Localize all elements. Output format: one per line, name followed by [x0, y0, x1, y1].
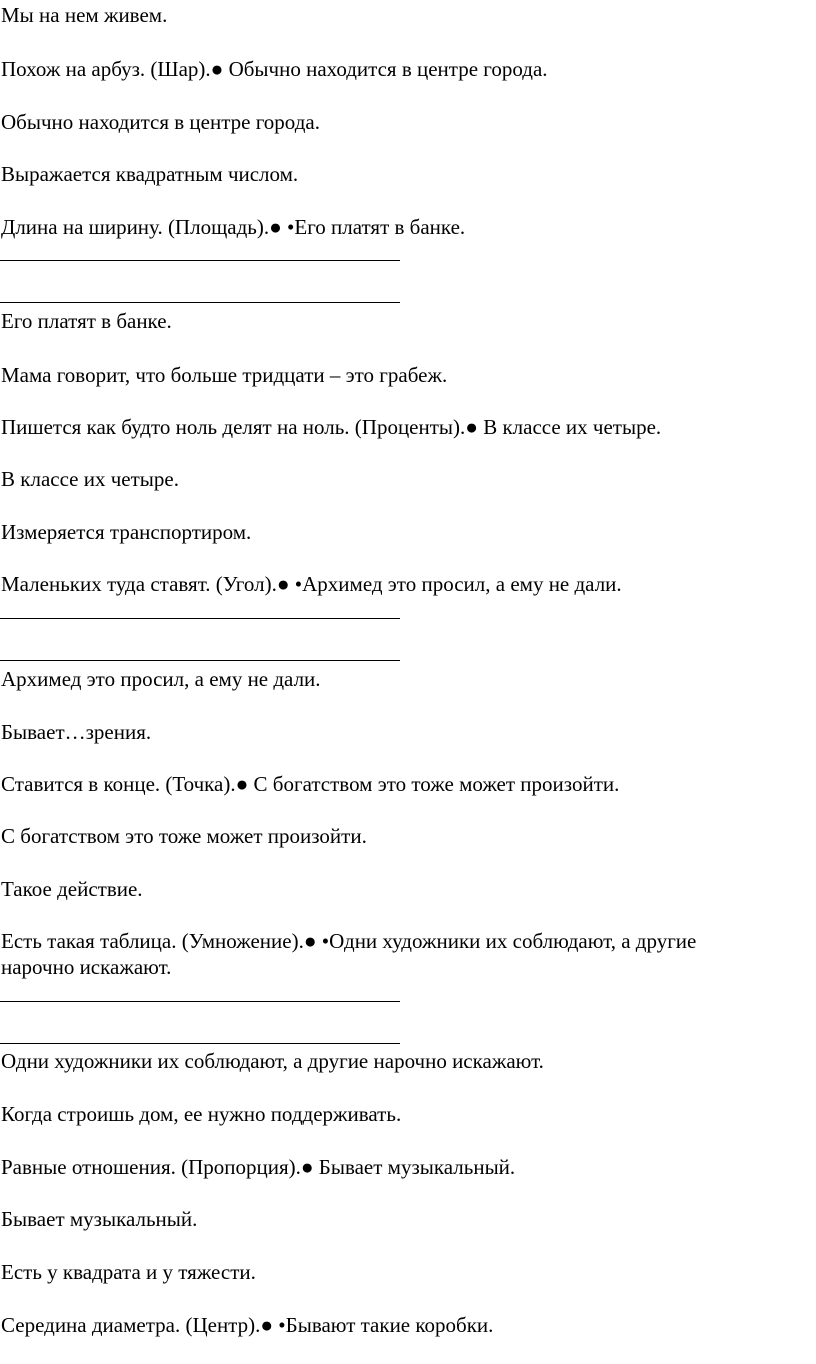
text-line: Бывает музыкальный. [1, 1207, 198, 1231]
text-line: Его платят в банке. [1, 309, 172, 333]
text-line: Архимед это просил, а ему не дали. [1, 667, 321, 691]
text-line: Равные отношения. (Пропорция).● Бывает музыкальный. [1, 1155, 516, 1179]
text-line: Когда строишь дом, ее нужно поддерживать. [1, 1102, 402, 1126]
separator-line [0, 1043, 400, 1044]
separator-line [0, 618, 400, 619]
text-line: Длина на ширину. (Площадь).● •Его платят в банке. [1, 215, 466, 239]
text-line: Измеряется транспортиром. [1, 520, 252, 544]
text-line: Пишется как будто ноль делят на ноль. (Проценты).● В классе их четыре. [1, 415, 662, 439]
text-line: С богатством это тоже может произойти. [1, 824, 367, 848]
separator-line [0, 260, 400, 261]
text-line: Одни художники их соблюдают, а другие нарочно искажают. [1, 1049, 544, 1073]
text-line: Бывает…зрения. [1, 720, 152, 744]
text-line: Середина диаметра. (Центр).● •Бывают такие коробки. [1, 1313, 494, 1337]
separator-line [0, 1001, 400, 1002]
text-line: Выражается квадратным числом. [1, 162, 299, 186]
text-line: Такое действие. [1, 877, 143, 901]
text-line: Мы на нем живем. [1, 3, 168, 27]
text-line: Ставится в конце. (Точка).● С богатством это тоже может произойти. [1, 772, 620, 796]
text-line: Маленьких туда ставят. (Угол).● •Архимед это просил, а ему не дали. [1, 572, 622, 596]
text-line: Похож на арбуз. (Шар).● Обычно находится в центре города. [1, 57, 548, 81]
text-line: Мама говорит, что больше тридцати – это грабеж. [1, 363, 448, 387]
separator-line [0, 302, 400, 303]
separator-line [0, 660, 400, 661]
text-line: Есть у квадрата и у тяжести. [1, 1260, 256, 1284]
text-line: Есть такая таблица. (Умножение).● •Одни художники их соблюдают, а другие нарочно искажают. [1, 929, 697, 979]
text-line: Обычно находится в центре города. [1, 110, 320, 134]
text-line: В классе их четыре. [1, 467, 179, 491]
